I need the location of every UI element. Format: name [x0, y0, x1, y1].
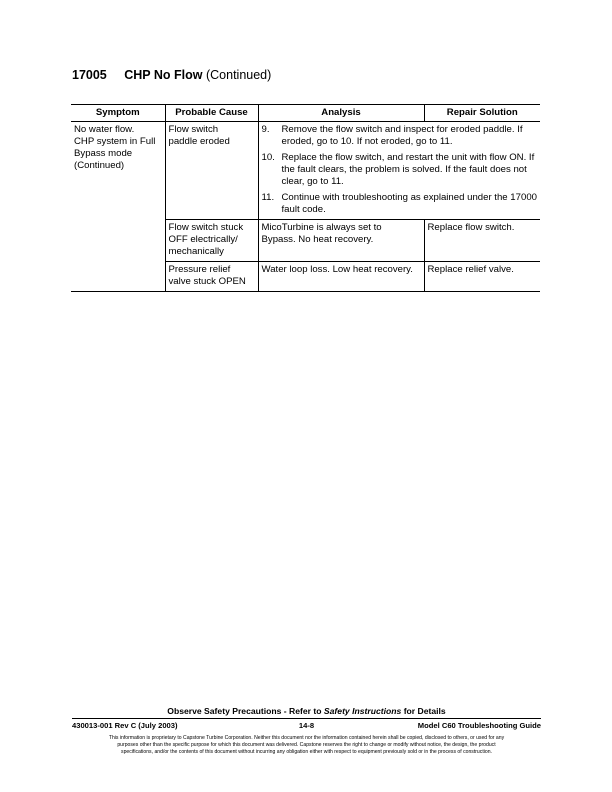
- symptom-line: CHP system in Full: [74, 136, 156, 147]
- repair-cell: Replace relief valve.: [424, 262, 540, 292]
- table-row: [71, 122, 540, 220]
- page-title: [72, 68, 271, 82]
- analysis-step: [262, 192, 538, 216]
- analysis-line: MicoTurbine is always set to: [261, 222, 382, 233]
- guide-title: Model C60 Troubleshooting Guide: [417, 721, 541, 730]
- repair-cell: Replace flow switch.: [424, 220, 540, 262]
- step-number: 11.: [261, 192, 275, 203]
- step-text: Remove the flow switch and inspect for eroded paddle. If eroded, go to 10. If not eroded, go to 11.: [281, 124, 523, 147]
- header-probable-cause: Probable Cause: [165, 105, 258, 122]
- analysis-step: [262, 124, 538, 148]
- step-number: 10.: [261, 152, 275, 163]
- cause-line: Flow switch stuck: [168, 222, 244, 233]
- step-text: Replace the flow switch, and restart the unit with flow ON. If the fault clears, the problem is solved. If the fault does not clear, go to 11.: [281, 152, 535, 187]
- analysis-steps: [262, 124, 538, 216]
- safety-suffix: for Details: [403, 706, 446, 716]
- fault-name: CHP No Flow: [124, 68, 203, 82]
- safety-notice: [72, 706, 541, 716]
- legal-line: specifications, and/or the contents of this document without incurring any obligation either with respect to equipment previously sold or in the process of construction.: [121, 749, 492, 755]
- document-number: 430013-001 Rev C (July 2003): [72, 721, 178, 730]
- symptom-cell: [71, 122, 165, 292]
- cause-cell: [165, 262, 258, 292]
- title-suffix: (Continued): [205, 68, 272, 82]
- step-number: 9.: [261, 124, 270, 135]
- legal-notice: [72, 735, 541, 756]
- step-text: Continue with troubleshooting as explained under the 17000 fault code.: [281, 192, 537, 215]
- troubleshooting-table: [71, 104, 540, 292]
- analysis-line: Bypass. No heat recovery.: [261, 234, 374, 245]
- analysis-step: [262, 152, 538, 188]
- cause-line: valve stuck OPEN: [168, 276, 246, 287]
- symptom-line: (Continued): [74, 160, 125, 171]
- fault-code: 17005: [72, 68, 107, 82]
- cause-line: Pressure relief: [168, 264, 231, 275]
- cause-line: paddle eroded: [168, 136, 230, 147]
- cause-line: OFF electrically/: [168, 234, 238, 245]
- table-header-row: [71, 105, 540, 122]
- symptom-line: Bypass mode: [74, 148, 133, 159]
- header-repair-solution: Repair Solution: [424, 105, 540, 122]
- page-number: 14-8: [298, 721, 315, 730]
- legal-line: This information is proprietary to Capstone Turbine Corporation. Neither this document nor the information contained herein shall be copied, disclosed to others, or used for any: [108, 735, 505, 741]
- legal-line: purposes other than the specific purpose for which this document was delivered. Capstone reserves the right to change or modify without notice, the design, the product: [117, 742, 496, 748]
- analysis-line: Water loop loss. Low heat recovery.: [261, 264, 413, 275]
- safety-prefix: Observe Safety Precautions - Refer to: [167, 706, 322, 716]
- analysis-cell: [258, 220, 424, 262]
- cause-line: mechanically: [168, 246, 224, 257]
- header-analysis: Analysis: [258, 105, 424, 122]
- cause-line: Flow switch: [168, 124, 219, 135]
- cause-cell: [165, 220, 258, 262]
- cause-cell: [165, 122, 258, 220]
- footer-divider: [72, 718, 541, 719]
- header-symptom: Symptom: [71, 105, 165, 122]
- symptom-line: No water flow.: [74, 124, 135, 135]
- safety-instructions-reference: Safety Instructions: [323, 706, 402, 716]
- analysis-steps-cell: [258, 122, 540, 220]
- analysis-cell: [258, 262, 424, 292]
